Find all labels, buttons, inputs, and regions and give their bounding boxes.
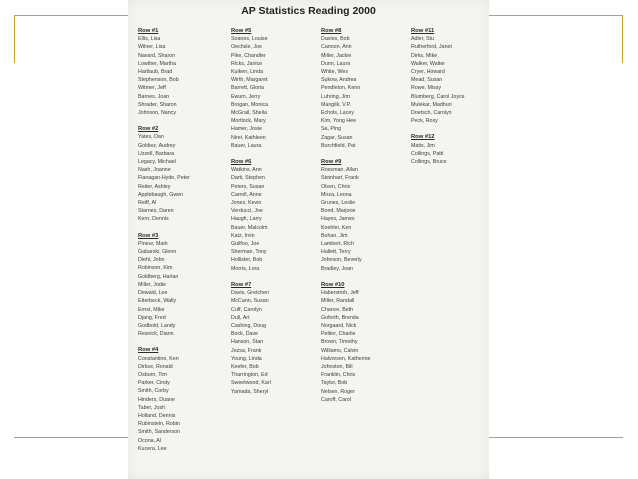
reader-name: Luhring, Jim bbox=[321, 93, 350, 100]
name-list bbox=[411, 35, 497, 125]
column-4 bbox=[411, 27, 497, 174]
reader-name: Guilfoo, Joe bbox=[231, 241, 260, 248]
row-group bbox=[321, 27, 407, 150]
reader-name: Ocona, Al bbox=[138, 437, 161, 444]
reader-name: Johnston, Bill bbox=[321, 363, 353, 370]
reader-name: Mulekar, Madhuri bbox=[411, 101, 452, 108]
reader-name: Rowe, Missy bbox=[411, 85, 442, 92]
reader-name: Kuiken, Linda bbox=[231, 69, 264, 76]
reader-name: Shrader, Sharon bbox=[138, 101, 177, 108]
name-list bbox=[138, 35, 224, 117]
reader-name: Peck, Roxy bbox=[411, 118, 438, 125]
reader-name: Haugh, Larry bbox=[231, 216, 262, 223]
row-group bbox=[231, 158, 317, 273]
reader-name: Oechsle, Joe bbox=[231, 44, 262, 51]
reader-name: Lowther, Martha bbox=[138, 60, 176, 67]
reader-name: Johnson, Beverly bbox=[321, 257, 362, 264]
reader-name: Flanagan-Hyde, Peter bbox=[138, 175, 190, 182]
name-list bbox=[321, 166, 407, 273]
name-list bbox=[138, 240, 224, 338]
reader-name: McGrail, Sheila bbox=[231, 110, 267, 117]
reader-name: Dirkse, Ronald bbox=[138, 363, 173, 370]
reader-name: Mirza, Leona bbox=[321, 191, 352, 198]
reader-name: Reiter, Ashley bbox=[138, 183, 171, 190]
reader-name: Bauer, Malcolm bbox=[231, 224, 268, 231]
reader-name: Nash, Joanne bbox=[138, 167, 171, 174]
reader-name: White, Wes bbox=[321, 69, 348, 76]
reader-name: Dirks, Mike bbox=[411, 52, 438, 59]
reader-name: Pineur, Mark bbox=[138, 240, 168, 247]
reader-name: Carroll, Anne bbox=[231, 191, 262, 198]
row-heading: Row #2 bbox=[138, 126, 159, 133]
frame-line-bottom-left bbox=[14, 437, 128, 438]
reader-name: Ellis, Lisa bbox=[138, 36, 161, 43]
reader-name: Sherman, Tony bbox=[231, 249, 267, 256]
reader-name: Grunes, Leslie bbox=[321, 200, 356, 207]
reader-name: Miller, Randall bbox=[321, 298, 355, 305]
reader-name: Constantine, Ken bbox=[138, 355, 179, 362]
reader-name: Bauer, Laura bbox=[231, 142, 262, 149]
reader-name: Hayes, James bbox=[321, 216, 355, 223]
reader-name: Navard, Sharon bbox=[138, 52, 176, 59]
reader-name: Miller, Jackie bbox=[321, 52, 352, 59]
reader-name: Jozsa, Frank bbox=[231, 347, 262, 354]
reader-name: Rutherford, Janet bbox=[411, 44, 452, 51]
frame-line-left-vertical bbox=[14, 15, 15, 63]
row-heading: Row #1 bbox=[138, 28, 159, 34]
reader-name: Darti, Stephen bbox=[231, 175, 265, 182]
reader-name: Sukow, Andrea bbox=[321, 77, 357, 84]
reader-name: Steinhart, Frank bbox=[321, 175, 359, 182]
reader-name: Tharrington, Ed bbox=[231, 372, 268, 379]
row-heading: Row #9 bbox=[321, 159, 342, 166]
row-group bbox=[411, 133, 497, 166]
reader-name: Taylor, Bob bbox=[321, 380, 348, 387]
reader-name: Bohan, Jim bbox=[321, 232, 348, 239]
reader-name: Kim, Yong Hee bbox=[321, 118, 357, 125]
reader-name: Robinson, Kim bbox=[138, 265, 173, 272]
reader-name: Halvorsen, Katherine bbox=[321, 355, 371, 362]
row-group bbox=[138, 27, 224, 117]
reader-name: Holland, Dennis bbox=[138, 412, 176, 419]
reader-name: Nirei, Kathleen bbox=[231, 134, 266, 141]
reader-name: Diehl, John bbox=[138, 257, 165, 264]
reader-name: Barnes, Joan bbox=[138, 93, 170, 100]
reader-name: Starnes, Daren bbox=[138, 208, 174, 215]
reader-name: Young, Linda bbox=[231, 355, 262, 362]
row-heading: Row #7 bbox=[231, 281, 252, 288]
reader-name: Norgaard, Nick bbox=[321, 322, 357, 329]
reader-name: Mangilk, V.P. bbox=[321, 101, 352, 108]
name-list bbox=[411, 142, 497, 167]
reader-name: Wirth, Margaret bbox=[231, 77, 268, 84]
reader-name: Cashing, Doug bbox=[231, 322, 267, 329]
reader-name: Miller, Jodie bbox=[138, 281, 166, 288]
reader-name: Rubinstein, Robin bbox=[138, 421, 180, 428]
reader-name: Matis, Jim bbox=[411, 142, 435, 149]
reader-name: Kucera, Lee bbox=[138, 445, 167, 452]
reader-name: Zagar, Susan bbox=[321, 134, 353, 141]
reader-name: Smith, Sanderson bbox=[138, 429, 181, 436]
reader-name: Hinders, Duane bbox=[138, 396, 175, 403]
reader-name: Mead, Susan bbox=[411, 77, 443, 84]
reader-name: Pendleton, Kenn bbox=[321, 85, 361, 92]
reader-name: Parker, Cindy bbox=[138, 380, 170, 387]
row-group bbox=[231, 281, 317, 396]
reader-name: Wilner, Lisa bbox=[138, 44, 166, 51]
row-heading: Row #3 bbox=[138, 232, 159, 239]
reader-name: Hanson, Stan bbox=[231, 339, 264, 346]
reader-name: Legacy, Michael bbox=[138, 159, 176, 166]
reader-name: Walker, Walter bbox=[411, 60, 446, 67]
name-list bbox=[321, 35, 407, 150]
reader-name: Olsen, Chris bbox=[321, 183, 351, 190]
reader-name: Davis, Gretchen bbox=[231, 290, 269, 297]
column-2 bbox=[231, 27, 317, 404]
row-heading: Row #12 bbox=[411, 134, 435, 141]
reader-name: Bond, Marjorie bbox=[321, 208, 356, 215]
row-group bbox=[321, 281, 407, 404]
reader-name: Smith, Corby bbox=[138, 388, 169, 395]
reader-name: Stephenson, Bob bbox=[138, 77, 179, 84]
reader-name: Morris, Lora bbox=[231, 265, 260, 272]
row-heading: Row #6 bbox=[231, 159, 252, 166]
reader-name: Goldiez, Audrey bbox=[138, 142, 176, 149]
reader-name: Watkins, Ann bbox=[231, 167, 262, 174]
reader-name: Lambert, Rich bbox=[321, 241, 354, 248]
reader-name: Hallett, Terry bbox=[321, 249, 351, 256]
reader-name: Yamada, Sheryl bbox=[231, 388, 269, 395]
reader-name: Haberstroh, Jeff bbox=[321, 290, 359, 297]
reader-name: Barrett, Gloria bbox=[231, 85, 264, 92]
reader-name: Bradley, Joan bbox=[321, 265, 353, 272]
row-heading: Row #5 bbox=[231, 28, 252, 34]
reader-name: Applebaugh, Gwen bbox=[138, 191, 184, 198]
reader-name: Sa, Ping bbox=[321, 126, 342, 133]
reader-name: Franklin, Chris bbox=[321, 372, 356, 379]
name-list bbox=[231, 35, 317, 150]
reader-name: Jones, Kevin bbox=[231, 200, 262, 207]
row-group bbox=[138, 346, 224, 453]
reader-name: Dunn, Laura bbox=[321, 60, 351, 67]
frame-line-right-vertical bbox=[622, 15, 623, 63]
reader-name: Peters, Susan bbox=[231, 183, 265, 190]
reader-name: Sweetwood, Karl bbox=[231, 380, 271, 387]
reader-name: Blumberg, Carol Joyce bbox=[411, 93, 465, 100]
reader-name: Hartlaub, Brad bbox=[138, 69, 173, 76]
reader-name: Etterbeck, Wally bbox=[138, 298, 177, 305]
reader-name: Koehler, Ken bbox=[321, 224, 352, 231]
reader-name: Gabarski, Glenn bbox=[138, 249, 177, 256]
row-group bbox=[231, 27, 317, 150]
reader-name: Caroff, Carol bbox=[321, 396, 351, 403]
row-heading: Row #8 bbox=[321, 28, 342, 34]
document-title: AP Statistics Reading 2000 bbox=[241, 5, 376, 17]
reader-name: Djang, Fred bbox=[138, 314, 166, 321]
reader-name: Brogan, Monica bbox=[231, 101, 269, 108]
reader-name: Williams, Calvin bbox=[321, 347, 359, 354]
name-list bbox=[231, 289, 317, 396]
name-list bbox=[138, 355, 224, 453]
name-list bbox=[231, 166, 317, 273]
column-3 bbox=[321, 27, 407, 412]
frame-line-top-right bbox=[489, 15, 623, 16]
reader-name: Osburn, Tim bbox=[138, 371, 167, 378]
reader-name: McCann, Susan bbox=[231, 298, 269, 305]
row-group bbox=[138, 232, 224, 339]
reader-name: Pike, Chandler bbox=[231, 52, 266, 59]
reader-name: Nelsen, Roger bbox=[321, 388, 355, 395]
reader-name: Reiff, Al bbox=[138, 200, 157, 207]
frame-line-bottom-right bbox=[489, 437, 623, 438]
reader-name: Chance, Beth bbox=[321, 306, 354, 313]
reader-name: Yates, Dan bbox=[138, 134, 164, 141]
scanned-document-page bbox=[128, 0, 489, 479]
reader-name: Collings, Patti bbox=[411, 150, 444, 157]
row-group bbox=[411, 27, 497, 125]
reader-name: Adler, Stu bbox=[411, 36, 434, 43]
column-1 bbox=[138, 27, 224, 461]
frame-line-top-left bbox=[14, 15, 128, 16]
reader-name: Resnick, Diann bbox=[138, 331, 174, 338]
reader-name: Kern, Dennis bbox=[138, 216, 169, 223]
reader-name: Katz, Irvin bbox=[231, 232, 255, 239]
row-group bbox=[138, 125, 224, 223]
reader-name: Cryer, Howard bbox=[411, 69, 445, 76]
row-heading: Row #4 bbox=[138, 347, 159, 354]
reader-name: Soanes, Louise bbox=[231, 36, 268, 43]
reader-name: Brown, Timothy bbox=[321, 339, 358, 346]
reader-name: Goldberg, Harlan bbox=[138, 273, 179, 280]
reader-name: Dewald, Lee bbox=[138, 290, 168, 297]
reader-name: Dull, Art bbox=[231, 314, 250, 321]
reader-name: Witmer, Jeff bbox=[138, 85, 166, 92]
reader-name: Hollister, Bob bbox=[231, 257, 263, 264]
reader-name: Davies, Bob bbox=[321, 36, 350, 43]
row-group bbox=[321, 158, 407, 273]
reader-name: Goforth, Brenda bbox=[321, 314, 359, 321]
reader-name: Collings, Bruce bbox=[411, 159, 447, 166]
reader-name: Ernst, Mike bbox=[138, 306, 165, 313]
reader-name: Echols, Lacey bbox=[321, 110, 354, 117]
reader-name: Hamer, Josie bbox=[231, 126, 262, 133]
reader-name: Cuff, Carolyn bbox=[231, 306, 262, 313]
reader-name: Taber, Josh bbox=[138, 404, 166, 411]
name-list bbox=[138, 133, 224, 223]
reader-name: Keefer, Bob bbox=[231, 363, 259, 370]
reader-name: Burchfield, Pat bbox=[321, 142, 356, 149]
reader-name: Rossman, Allan bbox=[321, 167, 358, 174]
reader-name: Uzzell, Barbara bbox=[138, 150, 175, 157]
reader-name: Cannon, Ann bbox=[321, 44, 352, 51]
name-list bbox=[321, 289, 407, 404]
reader-name: Mortlock, Mary bbox=[231, 118, 266, 125]
reader-name: Verducci, Joe bbox=[231, 208, 263, 215]
reader-name: Doetsch, Carolyn bbox=[411, 110, 452, 117]
reader-name: Ricks, Janice bbox=[231, 60, 263, 67]
row-heading: Row #11 bbox=[411, 28, 435, 34]
reader-name: Bock, Dave bbox=[231, 331, 259, 338]
reader-name: Peltier, Charlie bbox=[321, 331, 356, 338]
reader-name: Godbold, Landy bbox=[138, 322, 176, 329]
reader-name: Johnson, Nancy bbox=[138, 110, 176, 117]
row-heading: Row #10 bbox=[321, 281, 345, 288]
reader-name: Ewum, Jerry bbox=[231, 93, 261, 100]
